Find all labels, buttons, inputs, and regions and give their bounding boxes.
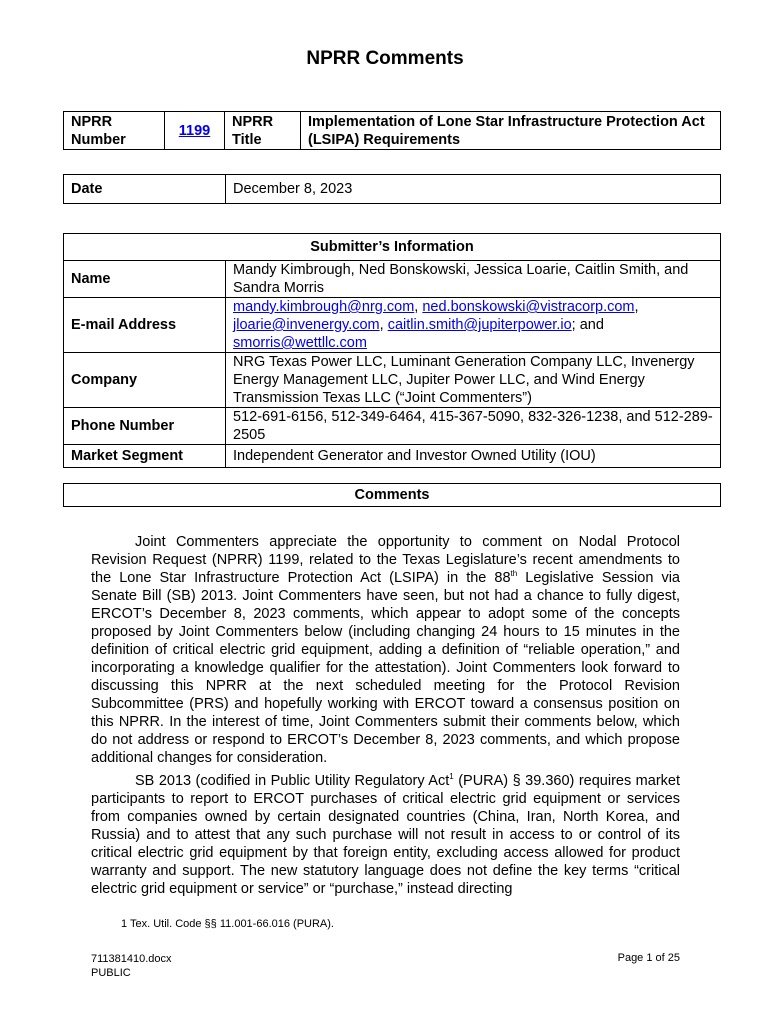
email-separator: , xyxy=(414,299,423,315)
email-value xyxy=(226,298,721,353)
company-label: Company xyxy=(64,353,226,408)
email-separator: , xyxy=(634,299,639,315)
footer-classification: PUBLIC xyxy=(91,967,131,979)
footer-doc-id: 711381410.docx xyxy=(91,953,172,965)
nprr-title-value: Implementation of Lone Star Infrastructure Protection Act (LSIPA) Requirements xyxy=(301,112,721,150)
email-label: E-mail Address xyxy=(64,298,226,353)
nprr-header-table xyxy=(63,111,721,150)
page-title: NPRR Comments xyxy=(306,48,464,69)
paragraph-text: (PURA) § 39.360) requires market participants to report to ERCOT purchases of critical electric grid equipment or services from companies owned by certain designated countries (China, Iran, North Korea, and Russia) and to attest that any such purchase will not result in access to or control of its critical electric grid equipment by that foreign entity, excluding access allowed for product warranty and support. The new statutory language does not define the key terms “critical electric grid equipment or service” or “purchase,” instead directing xyxy=(91,773,680,897)
market-segment-value: Independent Generator and Investor Owned Utility (IOU) xyxy=(226,445,721,468)
name-label: Name xyxy=(64,261,226,298)
email-link[interactable]: mandy.kimbrough@nrg.com xyxy=(233,299,415,315)
nprr-number-label: NPRR Number xyxy=(64,112,165,150)
paragraph-text: SB 2013 (codified in Public Utility Regulatory Act xyxy=(135,773,450,789)
nprr-title-label: NPRR Title xyxy=(225,112,301,150)
company-value: NRG Texas Power LLC, Luminant Generation Company LLC, Invenergy Energy Management LLC, Jupiter Power LLC, and Wind Energy Transmission Texas LLC (“Joint Commenters”) xyxy=(226,353,721,408)
name-value: Mandy Kimbrough, Ned Bonskowski, Jessica Loarie, Caitlin Smith, and Sandra Morris xyxy=(226,261,721,298)
email-link[interactable]: smorris@wettllc.com xyxy=(233,335,367,351)
submitter-table xyxy=(63,233,721,468)
date-label: Date xyxy=(64,175,226,204)
market-segment-label: Market Segment xyxy=(64,445,226,468)
footer-doc-info xyxy=(91,952,172,980)
date-table xyxy=(63,174,721,204)
comments-heading: Comments xyxy=(64,484,721,507)
footnote-reference[interactable]: 1 xyxy=(449,772,454,782)
email-separator: ; and xyxy=(571,317,604,333)
footnote: 1 Tex. Util. Code §§ 11.001-66.016 (PURA). xyxy=(121,918,334,930)
comments-paragraph-2 xyxy=(91,772,680,898)
paragraph-text: Legislative Session via Senate Bill (SB) 2013. Joint Commenters have seen, but not had a chance to fully digest, ERCOT’s December 8, 2023 comments, which appear to adopt some of the concepts proposed by Joint Commenters below (including changing 24 hours to 15 minutes in the definition of critical electric grid equipment, adding a definition of “reliable operation,” and incorporating a knowledge qualifier for the attestation). Joint Commenters look forward to discussing this NPRR at the next scheduled meeting for the Protocol Revision Subcommittee (PRS) and hopefully working with ERCOT toward a consensus position on this NPRR. In the interest of time, Joint Commenters submit their comments below, which do not address or respond to ERCOT’s December 8, 2023 comments, and which propose additional changes for consideration. xyxy=(91,570,680,766)
email-link[interactable]: ned.bonskowski@vistracorp.com xyxy=(422,299,635,315)
footer-page-number: Page 1 of 25 xyxy=(617,952,680,964)
nprr-number-cell xyxy=(165,112,225,150)
paragraph-text: Joint Commenters appreciate the opportunity to comment on Nodal Protocol Revision Request (NPRR) 1199, related to the Texas Legislature’s recent amendments to the Lone Star Infrastructure Protection Act (LSIPA) in the 88 xyxy=(91,534,680,586)
phone-label: Phone Number xyxy=(64,408,226,445)
email-separator: , xyxy=(379,317,388,333)
submitter-heading: Submitter’s Information xyxy=(64,234,721,261)
phone-value: 512-691-6156, 512-349-6464, 415-367-5090, 832-326-1238, and 512-289-2505 xyxy=(226,408,721,445)
email-link[interactable]: caitlin.smith@jupiterpower.io xyxy=(387,317,572,333)
nprr-number-link[interactable]: 1199 xyxy=(178,122,211,139)
comments-table xyxy=(63,483,721,507)
date-value: December 8, 2023 xyxy=(226,175,721,204)
superscript: th xyxy=(510,569,518,579)
comments-paragraph-1 xyxy=(91,533,680,767)
email-link[interactable]: jloarie@invenergy.com xyxy=(233,317,380,333)
